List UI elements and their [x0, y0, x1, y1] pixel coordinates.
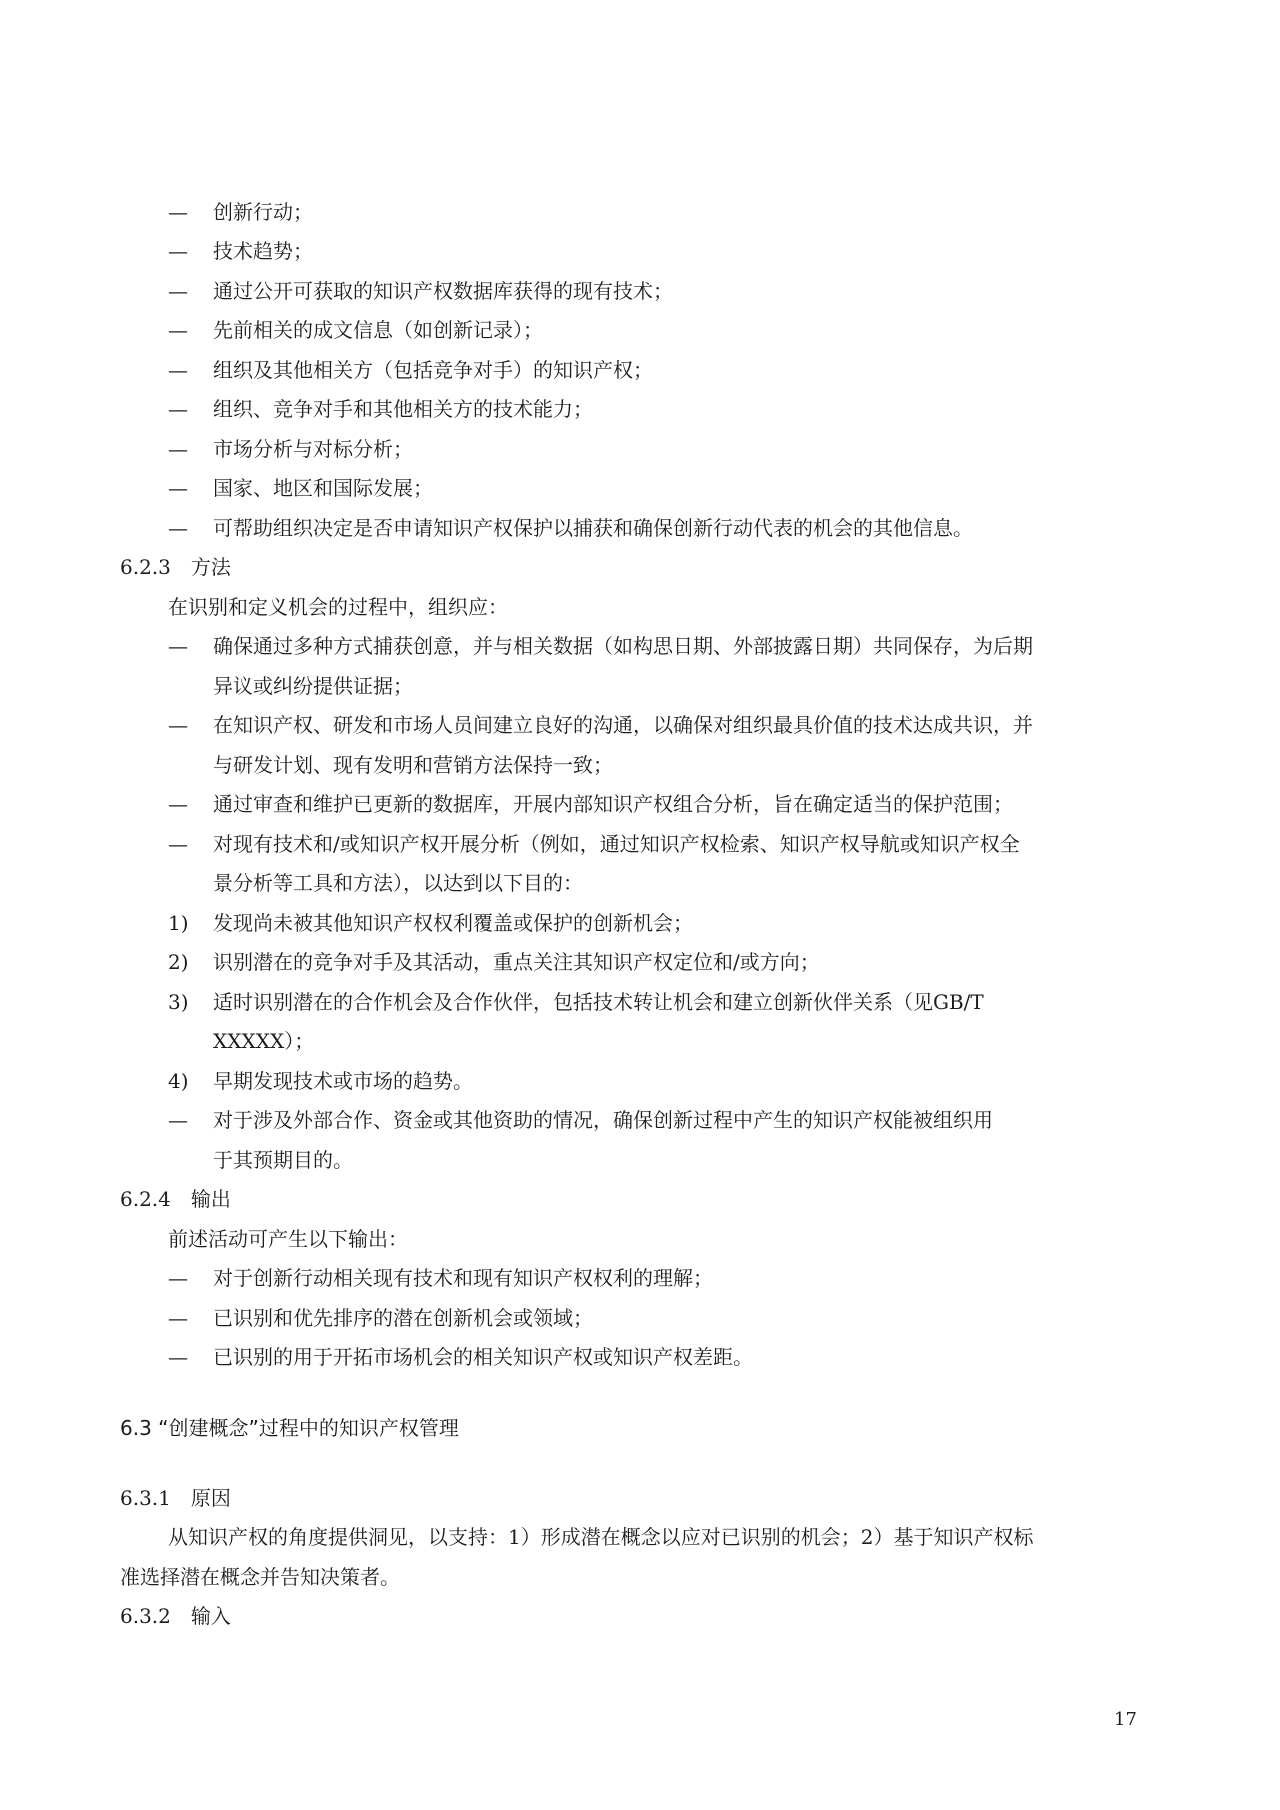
section-intro: 前述活动可产生以下输出：	[168, 1227, 408, 1251]
section-heading-6-3-2: 6.3.2 输入	[120, 1604, 231, 1628]
section-intro: 在识别和定义机会的过程中，组织应：	[168, 595, 508, 619]
document-page: — 创新行动； — 技术趋势； — 通过公开可获取的知识产权数据库获得的现有技术； — 先前相关的成文信息（如创新记录）； — 组织及其他相关方（包括竞争对手）的知识产权； — 组织、竞争对手和其他相关方的技术能力； — 市场分析与对标分析； — 国家、地区和国际发展； — 可帮助组织决定是否申请知识产权保护以捕获和确保创新行动代表的机会的其他信息。 6.2.3 方法 在识别和定义机会的过程中，组织应： — 确保通过多种方式捕获创意，并与相关数据（如构思日期、外部披露日期）共同保存，为后期 异议或纠纷提供证据； — 在知识产权、研发和市场人员间建立良好的沟通，以确保对组织最具价值的技术达成共识，并 与研发计划、现有发明和营销方法保持一致； — 通过审查和维护已更新的数据库，开展内部知识产权组合分析，旨在确定适当的保护范围； — 对现有技术和/或知识产权开展分析（例如，通过知识产权检索、知识产权导航或知识产权全 景分析等工具和方法），以达到以下目的： 1) 发现尚未被其他知识产权权利覆盖或保护的创新机会； 2) 识别潜在的竞争对手及其活动，重点关注其知识产权定位和/或方向； 3) 适时识别潜在的合作机会及合作伙伴，包括技术转让机会和建立创新伙伴关系（见GB/T XXXXX）； 4) 早期发现技术或市场的趋势。 — 对于涉及外部合作、资金或其他资助的情况，确保创新过程中产生的知识产权能被组织用 于其预期目的。 6.2.4 输出 前述活动可产生以下输出： — 对于创新行动相关现有技术和现有知识产权权利的理解； — 已识别和优先排序的潜在创新机会或领域； — 已识别的用于开拓市场机会的相关知识产权或知识产权差距。 6.3 “创建概念”过程中的知识产权管理 6.3.1 原因 从知识产权的角度提供洞见，以支持：1）形成潜在概念以应对已识别的机会；2）基于知识产权标 准选择潜在概念并告知决策者。 6.3.2 输入 17	[120, 200, 1137, 1730]
section-heading-6-2-4: 6.2.4 输出	[120, 1187, 231, 1211]
section-heading-6-2-3: 6.2.3 方法	[120, 555, 231, 579]
page-number: 17	[1114, 1709, 1137, 1730]
section-heading-6-3-1: 6.3.1 原因	[120, 1486, 231, 1510]
section-heading-6-3: 6.3 “创建概念”过程中的知识产权管理	[120, 1416, 459, 1440]
